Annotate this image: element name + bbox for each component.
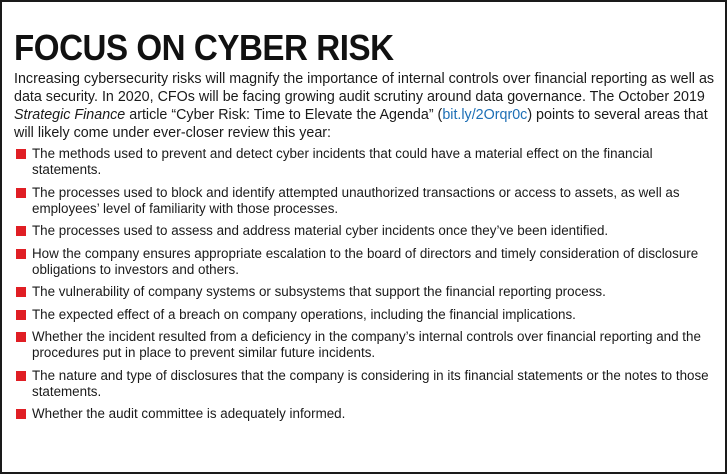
article-link[interactable]: bit.ly/2Orqr0c	[442, 107, 528, 123]
review-areas-list	[14, 146, 715, 422]
list-item	[14, 185, 715, 217]
intro-text-1: Increasing cybersecurity risks will magnify the importance of internal controls over financial reporting as well as data security. In 2020, CFOs will be facing growing audit scrutiny around data governance. The October 2019	[14, 71, 715, 105]
bullet-square-icon	[16, 249, 26, 259]
list-item	[14, 368, 715, 400]
bullet-square-icon	[16, 149, 26, 159]
list-item-text: Whether the incident resulted from a deficiency in the company’s internal controls over financial reporting and the procedures put in place to prevent similar future incidents.	[32, 329, 701, 360]
list-item	[14, 284, 715, 300]
list-item-text: The processes used to block and identify attempted unauthorized transactions or access to assets, as well as employees’ level of familiarity with those processes.	[32, 184, 680, 216]
list-item	[14, 329, 715, 361]
list-item-text: The vulnerability of company systems or subsystems that support the financial reporting process.	[32, 284, 606, 299]
publication-name: Strategic Finance	[14, 107, 126, 123]
list-item-text: How the company ensures appropriate escalation to the board of directors and timely consideration of disclosure obligations to investors and others.	[32, 245, 699, 277]
list-item-text: The processes used to assess and address material cyber incidents once they’ve been identified.	[32, 223, 609, 238]
bullet-square-icon	[16, 332, 26, 342]
list-item-text: The methods used to prevent and detect cyber incidents that could have a material effect on the financial statements.	[32, 146, 653, 177]
list-item	[14, 307, 715, 323]
list-item	[14, 146, 715, 178]
bullet-square-icon	[16, 409, 26, 419]
list-item-text: The nature and type of disclosures that the company is considering in its financial statements or the notes to those statements.	[32, 367, 709, 399]
bullet-square-icon	[16, 226, 26, 236]
bullet-square-icon	[16, 287, 26, 297]
list-item	[14, 406, 715, 422]
box-title: FOCUS ON CYBER RISK	[14, 27, 394, 68]
list-item	[14, 223, 715, 239]
intro-text-2: article “Cyber Risk: Time to Elevate the Agenda” (	[125, 107, 443, 123]
bullet-square-icon	[16, 188, 26, 198]
list-item-text: Whether the audit committee is adequately informed.	[32, 406, 346, 421]
intro-paragraph	[14, 70, 715, 142]
list-item	[14, 246, 715, 278]
intro-text-3: ) points to several areas that will likely come under ever-closer review this year:	[14, 107, 708, 141]
bullet-square-icon	[16, 371, 26, 381]
list-item-text: The expected effect of a breach on company operations, including the financial implications.	[32, 306, 576, 322]
bullet-square-icon	[16, 310, 26, 320]
